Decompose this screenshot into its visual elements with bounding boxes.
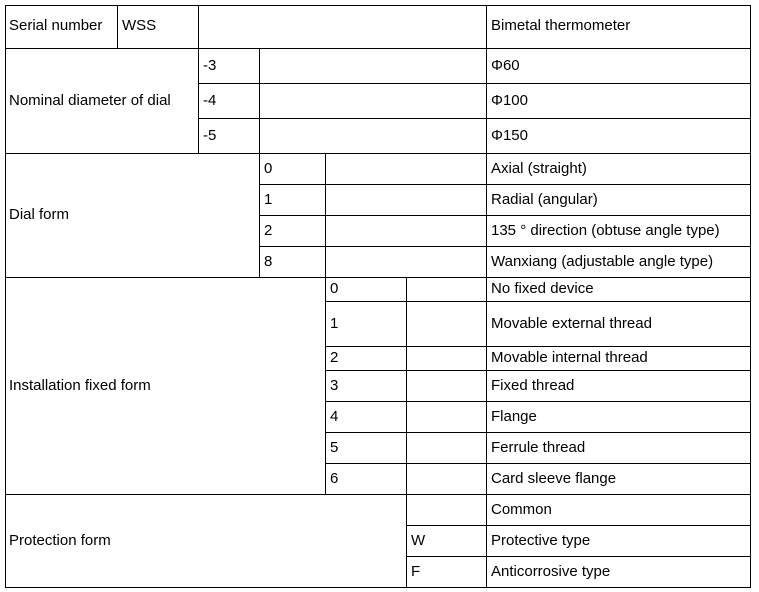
grid-line bbox=[325, 370, 751, 371]
grid-line bbox=[117, 5, 118, 48]
grid-line bbox=[325, 346, 751, 347]
installation-desc: Flange bbox=[491, 408, 537, 425]
dial-form-desc: Radial (angular) bbox=[491, 191, 598, 208]
installation-desc: Ferrule thread bbox=[491, 439, 586, 456]
diameter-desc: Φ60 bbox=[491, 57, 520, 74]
grid-line bbox=[259, 215, 751, 216]
grid-line bbox=[325, 301, 751, 302]
dial-form-label: Dial form bbox=[9, 206, 70, 223]
installation-desc: Card sleeve flange bbox=[491, 470, 617, 487]
installation-code: 1 bbox=[330, 315, 339, 332]
grid-line bbox=[5, 587, 751, 588]
grid-line bbox=[259, 184, 751, 185]
product-name: Bimetal thermometer bbox=[491, 17, 631, 34]
protection-desc: Protective type bbox=[491, 532, 591, 549]
dial-form-desc: 135 ° direction (obtuse angle type) bbox=[491, 222, 720, 239]
installation-desc: Fixed thread bbox=[491, 377, 575, 394]
installation-desc: Movable internal thread bbox=[491, 349, 648, 366]
installation-code: 2 bbox=[330, 349, 339, 366]
dial-form-code: 1 bbox=[264, 191, 273, 208]
installation-code: 4 bbox=[330, 408, 339, 425]
grid-line bbox=[325, 153, 326, 494]
grid-line bbox=[198, 83, 751, 84]
dial-form-desc: Wanxiang (adjustable angle type) bbox=[491, 253, 714, 270]
installation-desc: No fixed device bbox=[491, 280, 594, 297]
grid-line bbox=[325, 463, 751, 464]
serial-number-label: Serial number bbox=[9, 17, 103, 34]
installation-code: 0 bbox=[330, 280, 339, 297]
diameter-desc: Φ100 bbox=[491, 92, 528, 109]
dial-form-desc: Axial (straight) bbox=[491, 160, 587, 177]
installation-code: 5 bbox=[330, 439, 339, 456]
diameter-code: -3 bbox=[203, 57, 217, 74]
grid-line bbox=[325, 432, 751, 433]
grid-line bbox=[5, 48, 751, 49]
protection-code: W bbox=[411, 532, 426, 549]
installation-code: 6 bbox=[330, 470, 339, 487]
grid-line bbox=[5, 5, 6, 588]
dial-form-code: 2 bbox=[264, 222, 273, 239]
diameter-desc: Φ150 bbox=[491, 127, 528, 144]
grid-line bbox=[5, 277, 751, 278]
grid-line bbox=[325, 401, 751, 402]
grid-line bbox=[406, 525, 751, 526]
dial-form-code: 0 bbox=[264, 160, 273, 177]
protection-label: Protection form bbox=[9, 532, 111, 549]
diameter-label: Nominal diameter of dial bbox=[9, 92, 171, 109]
grid-line bbox=[259, 48, 260, 277]
grid-line bbox=[5, 153, 751, 154]
installation-code: 3 bbox=[330, 377, 339, 394]
grid-line bbox=[486, 5, 487, 588]
installation-label: Installation fixed form bbox=[9, 377, 151, 394]
serial-code: WSS bbox=[122, 17, 157, 34]
grid-line bbox=[5, 494, 751, 495]
grid-line bbox=[750, 5, 751, 588]
grid-line bbox=[406, 277, 407, 587]
grid-line bbox=[198, 5, 199, 153]
grid-line bbox=[198, 118, 751, 119]
grid-line bbox=[406, 556, 751, 557]
diameter-code: -5 bbox=[203, 127, 217, 144]
dial-form-code: 8 bbox=[264, 253, 273, 270]
diameter-code: -4 bbox=[203, 92, 217, 109]
installation-desc: Movable external thread bbox=[491, 315, 652, 332]
protection-desc: Anticorrosive type bbox=[491, 563, 611, 580]
grid-line bbox=[259, 246, 751, 247]
protection-code: F bbox=[411, 563, 421, 580]
protection-desc: Common bbox=[491, 501, 552, 518]
